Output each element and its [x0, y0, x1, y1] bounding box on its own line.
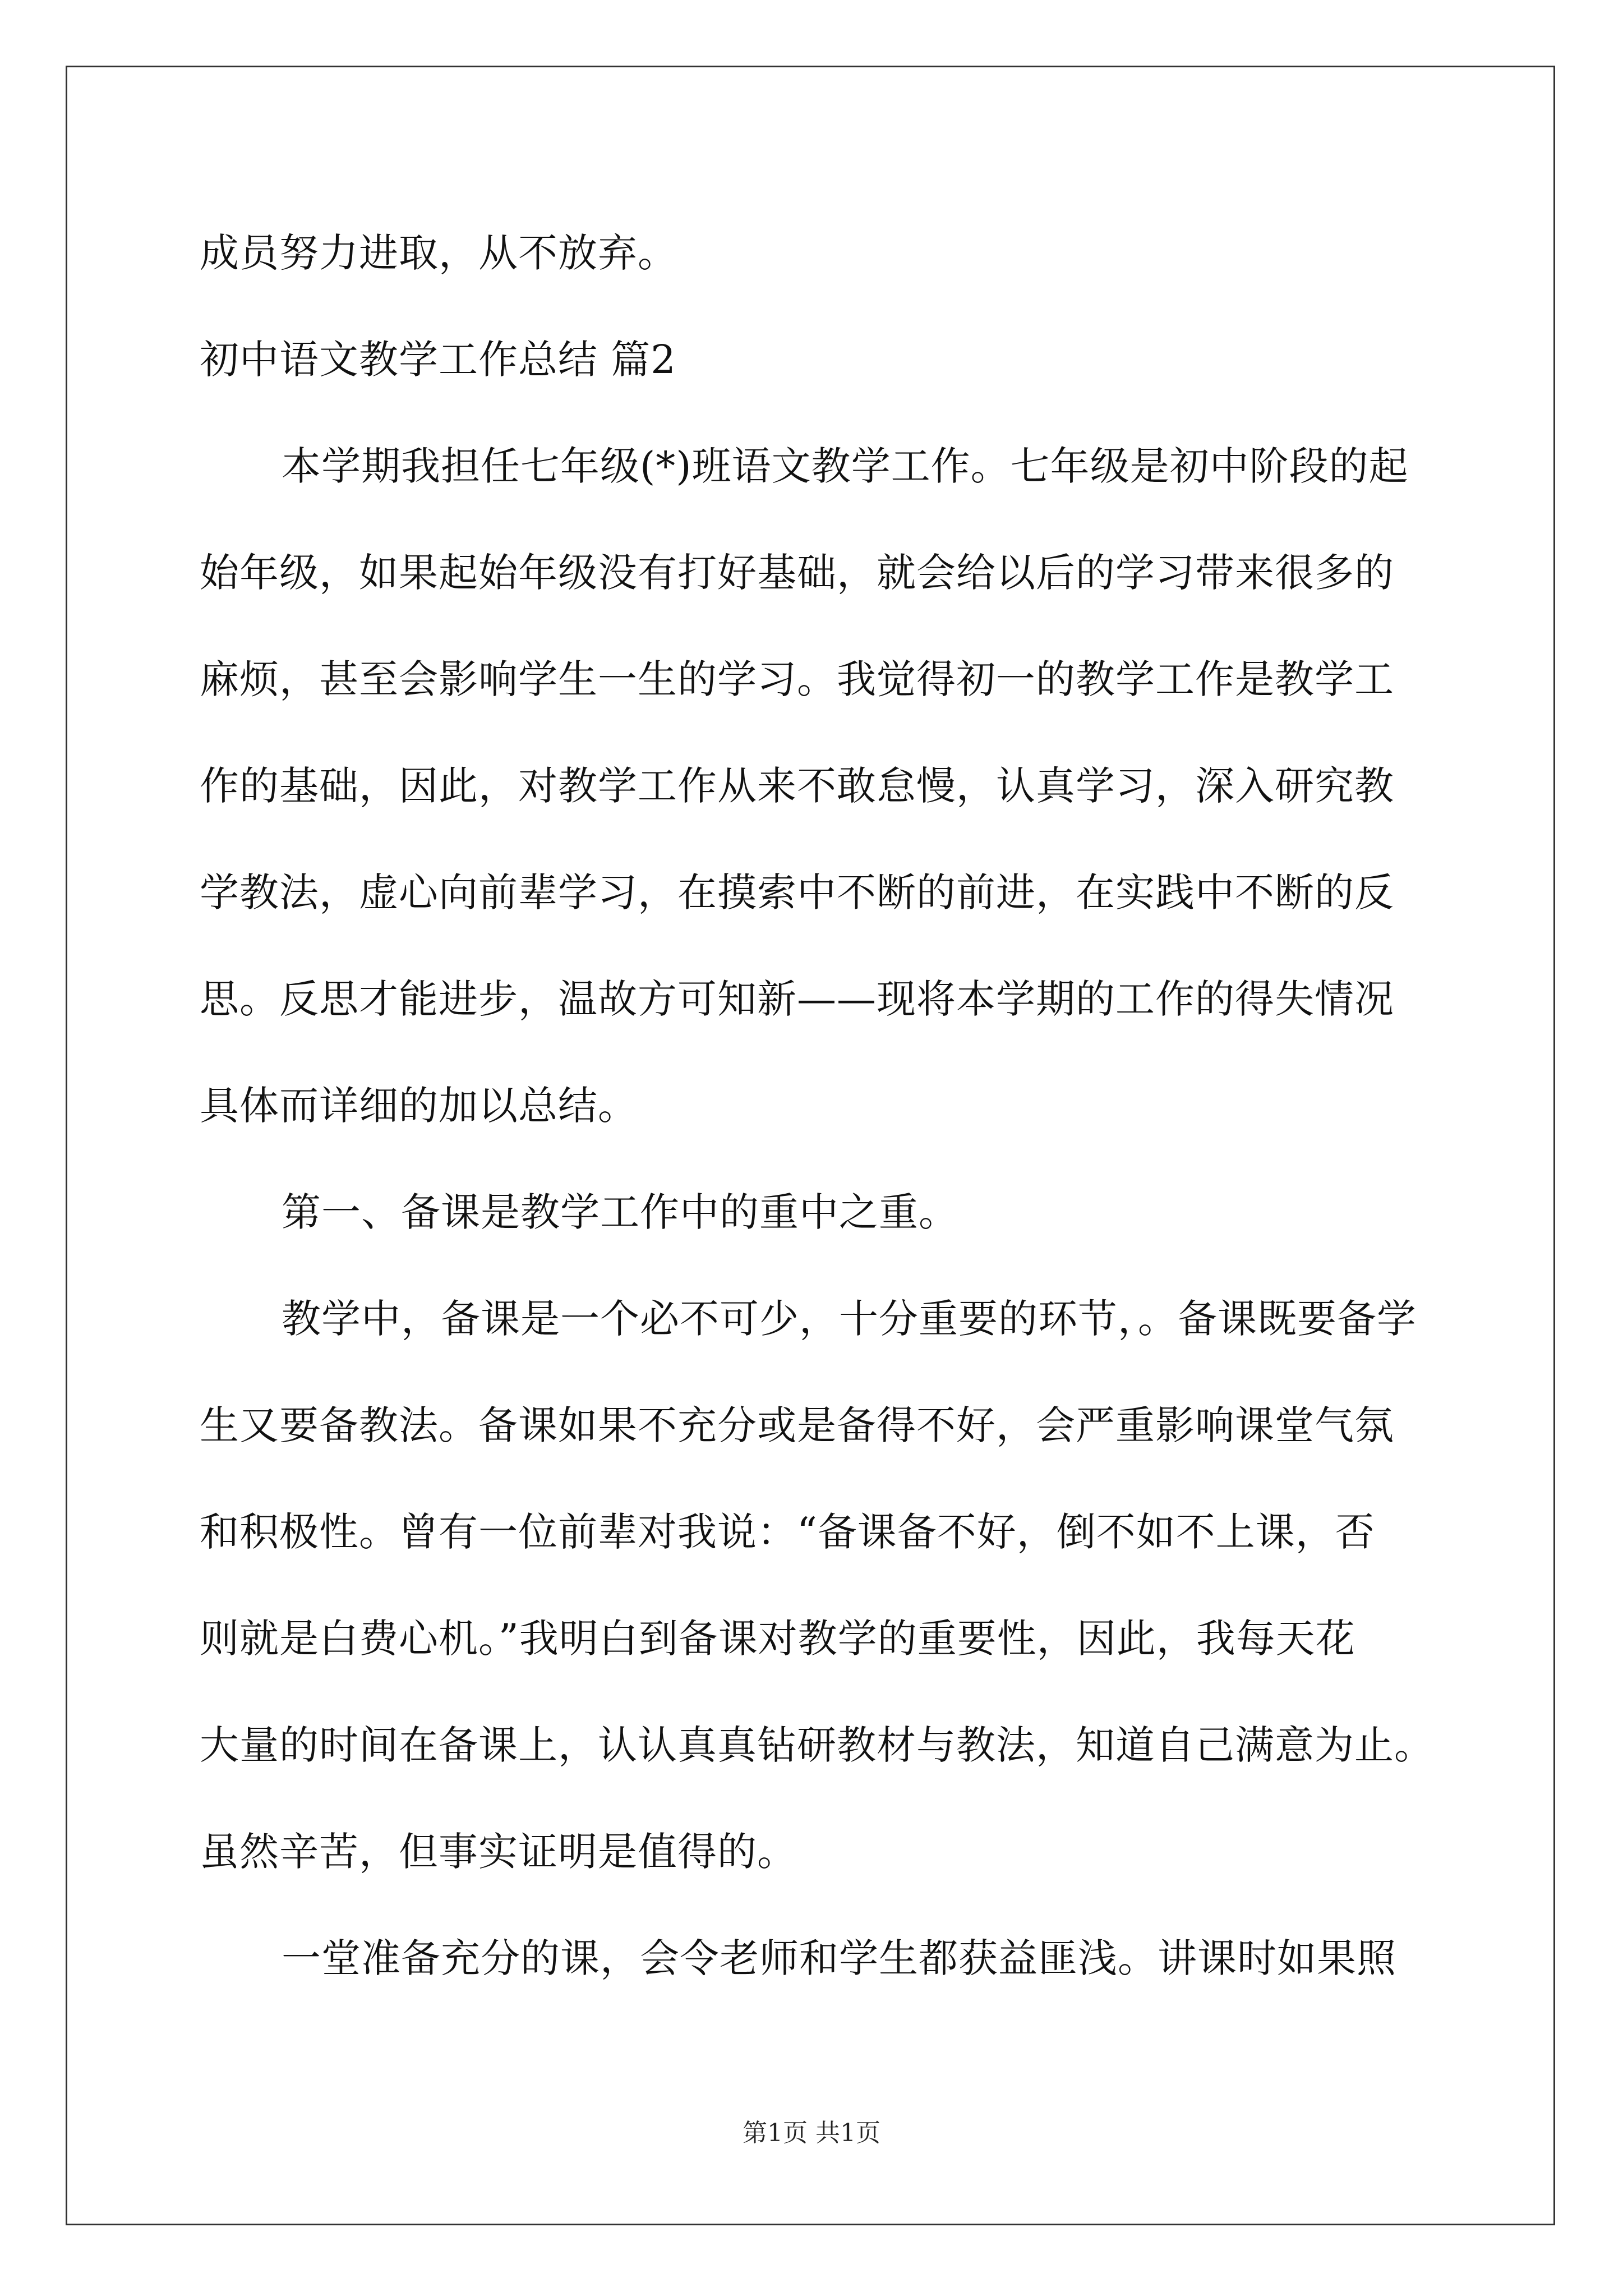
- body-line: 则就是白费心机。”我明白到备课对教学的重要性，因此，我每天花: [200, 1616, 1355, 1662]
- body-line: 大量的时间在备课上，认认真真钻研教材与教法，知道自己满意为止。: [200, 1722, 1434, 1768]
- body-line: 学教法，虚心向前辈学习，在摸索中不断的前进，在实践中不断的反: [200, 869, 1394, 915]
- paragraph-continuation-line: 成员努力进取，从不放弃。: [200, 230, 677, 276]
- body-line: 始年级，如果起始年级没有打好基础，就会给以后的学习带来很多的: [200, 550, 1394, 596]
- body-line: 一堂准备充分的课，会令老师和学生都获益匪浅。讲课时如果照: [282, 1935, 1396, 1981]
- body-line: 生又要备教法。备课如果不充分或是备得不好，会严重影响课堂气氛: [200, 1402, 1394, 1448]
- body-line: 本学期我担任七年级(*)班语文教学工作。七年级是初中阶段的起: [282, 443, 1409, 489]
- subheading-line: 第一、备课是教学工作中的重中之重。: [282, 1189, 958, 1235]
- body-line: 具体而详细的加以总结。: [200, 1083, 638, 1129]
- page-border: [66, 66, 1555, 2225]
- section-heading: 初中语文教学工作总结 篇2: [200, 337, 676, 383]
- page-footer: 第1页 共1页: [743, 2119, 880, 2147]
- body-line: 虽然辛苦，但事实证明是值得的。: [200, 1829, 797, 1875]
- body-line: 麻烦，甚至会影响学生一生的学习。我觉得初一的教学工作是教学工: [200, 656, 1394, 702]
- body-line: 教学中，备课是一个必不可少，十分重要的环节，。备课既要备学: [282, 1296, 1417, 1342]
- body-line: 作的基础，因此，对教学工作从来不敢怠慢，认真学习，深入研究教: [200, 763, 1394, 809]
- body-line: 和积极性。曾有一位前辈对我说：“备课备不好，倒不如不上课，否: [200, 1509, 1375, 1555]
- body-line: 思。反思才能进步，温故方可知新——现将本学期的工作的得失情况: [200, 976, 1394, 1022]
